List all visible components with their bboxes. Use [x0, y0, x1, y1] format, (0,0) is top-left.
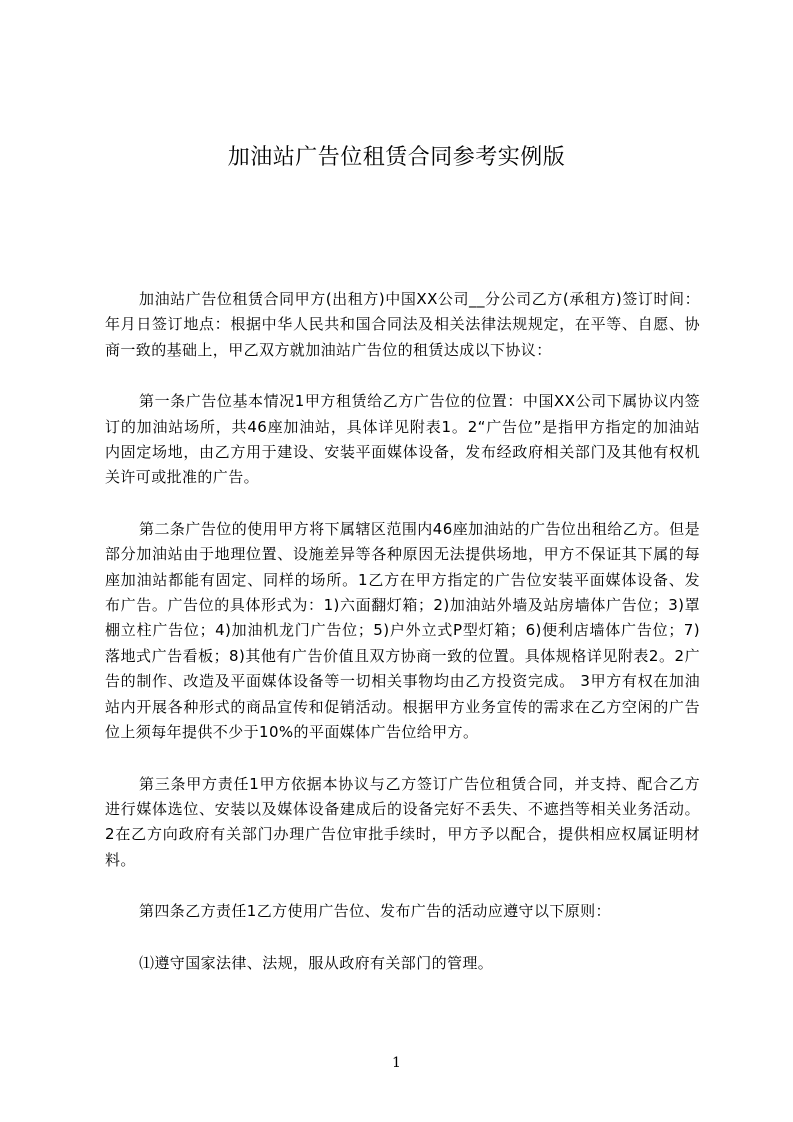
paragraph-article-4-item-1: ⑴遵守国家法律、法规，服从政府有关部门的管理。 — [139, 953, 494, 972]
paragraph-article-1: 第一条广告位基本情况1甲方租赁给乙方广告位的位置：中国XX公司下属协议内签订的加油站场所，共46座加油站，具体详见附表1。2“广告位”是指甲方指定的加油站内固定场地，由乙方用于建设、安装平面媒体设备，发布经政府相关部门及其他有权机关许可或批准的广告。 — [105, 392, 700, 487]
paragraph-article-2: 第二条广告位的使用甲方将下属辖区范围内46座加油站的广告位出租给乙方。但是部分加油站由于地理位置、设施差异等各种原因无法提供场地，甲方不保证其下属的每座加油站都能有固定、同样的场所。1乙方在甲方指定的广告位安装平面媒体设备、发布广告。广告位的具体形式为：1)六面翻灯箱；2)加油站外墙及站房墙体广告位；3)罩棚立柱广告位；4)加油机龙门广告位；5)户外立式P型灯箱；6)便利店墙体广告位；7)落地式广告看板；8)其他有广告价值且双方协商一致的位置。具体规格详见附表2。2广告的制作、改造及平面媒体设备等一切相关事物均由乙方投资完成。 3甲方有权在加油站内开展各种形式的商品宣传和促销活动。根据甲方业务宣传的需求在乙方空闲的广告位上须每年提供不少于10%的平面媒体广告位给甲方。 — [105, 519, 700, 742]
document-title: 加油站广告位租赁合同参考实例版 — [227, 145, 566, 170]
page-number: 1 — [392, 1055, 401, 1071]
paragraph-article-3: 第三条甲方责任1甲方依据本协议与乙方签订广告位租赁合同，并支持、配合乙方进行媒体选位、安装以及媒体设备建成后的设备完好不丢失、不遮挡等相关业务活动。2在乙方向政府有关部门办理广告位审批手续时，甲方予以配合，提供相应权属证明材料。 — [105, 774, 700, 869]
paragraph-preamble: 加油站广告位租赁合同甲方(出租方)中国XX公司__分公司乙方(承租方)签订时间：年月日签订地点：根据中华人民共和国合同法及相关法律法规规定，在平等、自愿、协商一致的基础上，甲乙双方就加油站广告位的租赁达成以下协议： — [105, 290, 700, 359]
document-body — [105, 287, 700, 976]
paragraph-article-4: 第四条乙方责任1乙方使用广告位、发布广告的活动应遵守以下原则： — [139, 902, 611, 921]
